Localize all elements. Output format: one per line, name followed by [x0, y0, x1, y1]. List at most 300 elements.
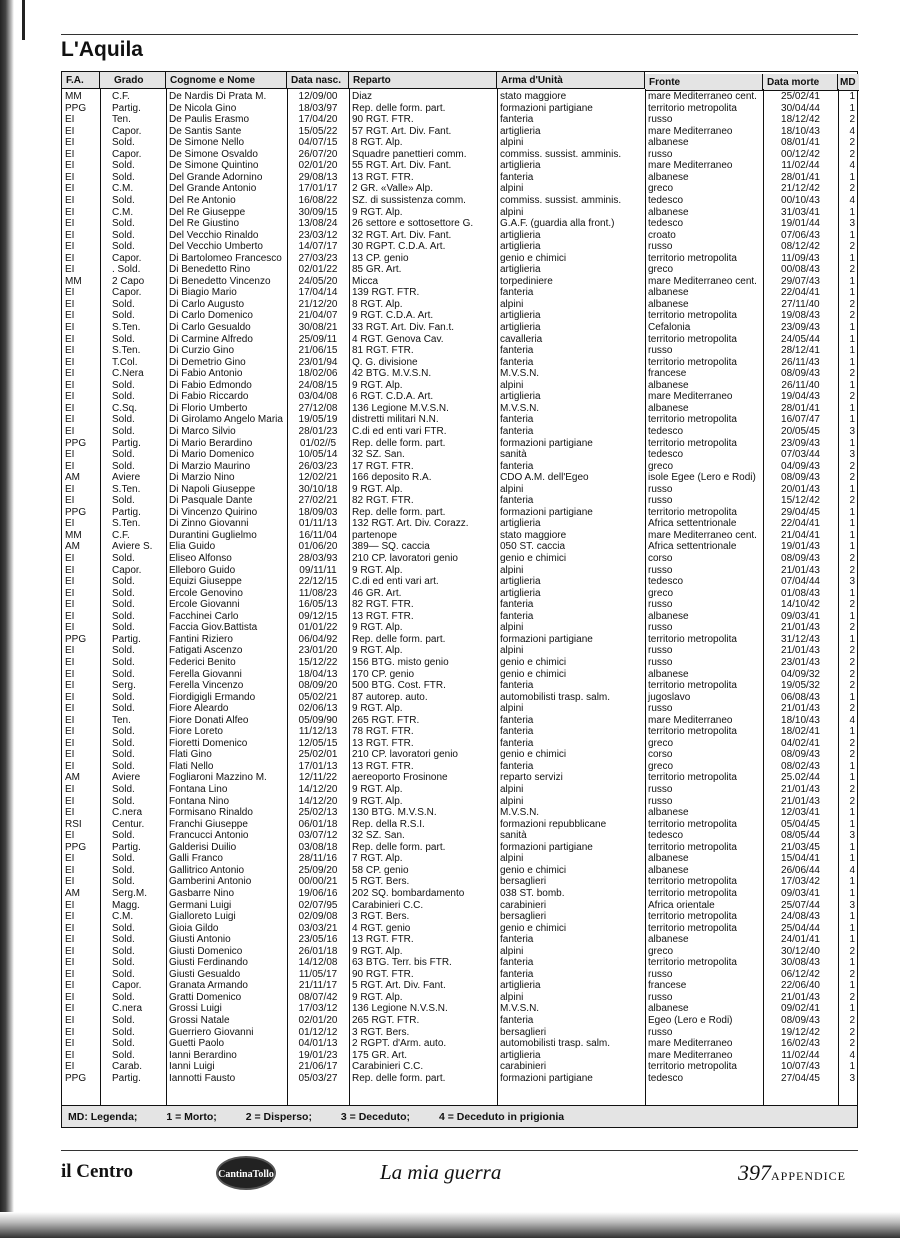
cell-data-morte: 19/01/44 — [781, 218, 820, 230]
cell-md: 2 — [849, 495, 855, 507]
cell-reparto: 130 BTG. M.V.S.N. — [352, 807, 437, 819]
table-row — [62, 495, 859, 507]
cell-reparto: 170 CP. genio — [352, 668, 415, 680]
table-row — [62, 992, 859, 1004]
cell-fa: EI — [65, 726, 75, 738]
cell-arma: fanteria — [500, 680, 534, 692]
cell-grado: Sold. — [112, 587, 135, 599]
cell-arma: fanteria — [500, 460, 534, 472]
cell-md: 1 — [849, 402, 855, 414]
cell-nome: Ercole Giovanni — [169, 599, 240, 611]
cell-arma: artiglieria — [500, 264, 541, 276]
cell-nome: Giusti Domenico — [169, 945, 243, 957]
cell-arma: fanteria — [500, 726, 534, 738]
cell-fronte: russo — [648, 114, 673, 126]
table-row — [62, 241, 859, 253]
cell-data-morte: 00/12/42 — [781, 148, 820, 160]
cell-fa: EI — [65, 402, 75, 414]
table-row — [62, 1038, 859, 1050]
cell-reparto: 265 RGT. FTR. — [352, 714, 420, 726]
cell-arma: fanteria — [500, 414, 534, 426]
cell-data-nasc: 04/01/13 — [298, 1038, 338, 1050]
cell-grado: Serg.M. — [112, 887, 148, 899]
cell-reparto: 132 RGT. Art. Div. Corazz. — [352, 518, 469, 530]
table-row — [62, 876, 859, 888]
cell-data-morte: 21/01/43 — [781, 784, 820, 795]
table-row — [62, 484, 859, 496]
cell-arma: alpini — [500, 991, 524, 1003]
table-row — [62, 114, 859, 126]
cell-arma: CDO A.M. dell'Egeo — [500, 472, 589, 484]
cell-fronte: mare Mediterraneo — [648, 125, 733, 137]
cell-fa: EI — [65, 114, 75, 126]
cell-grado: Sold. — [112, 391, 135, 403]
cell-reparto: 33 RGT. Art. Div. Fan.t. — [352, 322, 455, 333]
cell-fa: EI — [65, 703, 75, 715]
cell-md: 2 — [849, 137, 855, 149]
cell-data-morte: 16/02/43 — [781, 1038, 820, 1050]
header-data-morte: Data morte — [763, 74, 838, 91]
cell-fa: EI — [65, 298, 75, 310]
cell-grado: Sold. — [112, 945, 135, 957]
cell-fa: EI — [65, 922, 75, 934]
cell-data-morte: 15/04/41 — [781, 853, 820, 865]
cell-grado: Sold. — [112, 460, 135, 472]
cell-nome: Fiore Loreto — [169, 726, 223, 738]
cell-fronte: russo — [648, 795, 673, 807]
cell-data-nasc: 14/12/20 — [298, 795, 338, 807]
cell-grado: Sold. — [112, 218, 135, 230]
cell-reparto: 265 RGT. FTR. — [352, 1015, 420, 1026]
cell-fa: EI — [65, 414, 75, 426]
cell-fa: EI — [65, 379, 75, 391]
cell-md: 1 — [849, 102, 855, 114]
cell-md: 1 — [849, 345, 855, 357]
cell-grado: Serg. — [112, 680, 136, 692]
cell-fa: PPG — [65, 633, 87, 645]
cell-reparto: Rep. delle form. part. — [352, 633, 446, 645]
cell-reparto: 42 BTG. M.V.S.N. — [352, 368, 432, 380]
cell-fa: EI — [65, 1015, 75, 1026]
table-row — [62, 368, 859, 380]
cell-arma: artiglieria — [500, 980, 541, 992]
table-row — [62, 761, 859, 773]
cell-fronte: russo — [648, 1026, 673, 1038]
cell-nome: Giusti Ferdinando — [169, 957, 248, 969]
cell-md: 4 — [849, 864, 855, 876]
table-row — [62, 772, 859, 784]
cell-fronte: greco — [648, 760, 674, 772]
cell-nome: De Paulis Erasmo — [169, 114, 250, 126]
cell-fa: EI — [65, 691, 75, 703]
cell-md: 2 — [849, 460, 855, 472]
cell-md: 1 — [849, 760, 855, 772]
table-row — [62, 946, 859, 958]
table-row — [62, 749, 859, 761]
cell-data-nasc: 28/01/23 — [298, 425, 338, 437]
cell-data-morte: 28/01/41 — [781, 402, 820, 414]
cell-data-morte: 25.02/44 — [781, 772, 820, 784]
cell-data-morte: 22/04/41 — [781, 518, 820, 530]
cell-md: 1 — [849, 980, 855, 992]
table-row — [62, 195, 859, 207]
cell-reparto: 2 RGPT. d'Arm. auto. — [352, 1038, 447, 1050]
cell-nome: Del Grande Antonio — [169, 183, 257, 195]
cell-fa: EI — [65, 148, 75, 160]
footer-rule — [61, 1150, 858, 1151]
cell-data-nasc: 12/02/21 — [298, 472, 338, 484]
table-row — [62, 726, 859, 738]
cell-reparto: 210 CP. lavoratori genio — [352, 553, 458, 564]
cell-data-nasc: 21/04/07 — [298, 310, 338, 322]
cell-data-morte: 21/01/43 — [781, 795, 820, 807]
cell-fa: EI — [65, 1049, 75, 1061]
cell-nome: Del Grande Adornino — [169, 171, 263, 183]
table-row — [62, 541, 859, 553]
cell-data-nasc: 01/11/13 — [298, 518, 338, 530]
cell-data-nasc: 19/01/23 — [298, 1049, 338, 1061]
cell-arma: 050 ST. caccia — [500, 541, 566, 553]
cell-data-nasc: 02/06/13 — [298, 703, 338, 715]
cell-data-nasc: 30/08/21 — [298, 322, 338, 333]
cell-reparto: 210 CP. lavoratori genio — [352, 749, 458, 761]
cell-data-morte: 21/03/45 — [781, 841, 820, 853]
cell-fronte: russo — [648, 345, 673, 357]
cell-fronte: Africa settentrionale — [648, 518, 737, 530]
cell-reparto: 63 BTG. Terr. bis FTR. — [352, 957, 452, 969]
cell-reparto: 8 RGT. Alp. — [352, 137, 403, 149]
table-row — [62, 391, 859, 403]
cell-data-morte: 20/01/43 — [781, 483, 820, 495]
cell-fronte: albanese — [648, 934, 689, 946]
cell-arma: genio e chimici — [500, 864, 567, 876]
cell-data-nasc: 26/03/23 — [298, 460, 338, 472]
cell-data-nasc: 21/12/20 — [298, 298, 338, 310]
cell-data-nasc: 11/08/23 — [298, 587, 338, 599]
cell-grado: Sold. — [112, 957, 135, 969]
cell-data-morte: 18/02/41 — [781, 726, 820, 738]
table-row — [62, 472, 859, 484]
cell-arma: commiss. sussist. amminis. — [500, 148, 622, 160]
cell-arma: alpini — [500, 703, 524, 715]
cell-fronte: Egeo (Lero e Rodi) — [648, 1015, 733, 1026]
cell-fa: EI — [65, 656, 75, 668]
cell-fronte: russo — [648, 703, 673, 715]
cell-arma: alpini — [500, 564, 524, 576]
cell-arma: artiglieria — [500, 1049, 541, 1061]
cell-arma: fanteria — [500, 356, 534, 368]
cell-nome: Di Girolamo Angelo Maria — [169, 414, 283, 426]
cell-reparto: 17 RGT. FTR. — [352, 460, 414, 472]
table-row — [62, 414, 859, 426]
table-row — [62, 276, 859, 288]
cell-nome: Fiore Aleardo — [169, 703, 229, 715]
cell-data-morte: 25/07/44 — [781, 899, 820, 911]
cell-grado: Partig. — [112, 633, 141, 645]
cell-fa: EI — [65, 518, 75, 530]
cell-fronte: albanese — [648, 853, 689, 865]
cell-arma: reparto servizi — [500, 772, 563, 784]
cell-arma: alpini — [500, 379, 524, 391]
table-row — [62, 669, 859, 681]
cell-grado: Sold. — [112, 795, 135, 807]
cell-md: 2 — [849, 1026, 855, 1038]
cell-grado: Sold. — [112, 194, 135, 206]
cell-fa: EI — [65, 668, 75, 680]
cell-arma: M.V.S.N. — [500, 402, 540, 414]
cell-md: 2 — [849, 749, 855, 761]
cell-nome: Di Fabio Riccardo — [169, 391, 249, 403]
cell-md: 2 — [849, 668, 855, 680]
cell-data-morte: 08/12/42 — [781, 241, 820, 253]
cell-arma: formazioni partigiane — [500, 1072, 593, 1084]
cell-arma: carabinieri — [500, 1061, 547, 1073]
table-row — [62, 980, 859, 992]
table-row — [62, 923, 859, 935]
cell-data-morte: 29/04/45 — [781, 506, 820, 518]
cell-reparto: 8 RGT. Alp. — [352, 298, 403, 310]
cell-md: 2 — [849, 310, 855, 322]
cell-data-morte: 08/05/44 — [781, 830, 820, 842]
table-row — [62, 160, 859, 172]
cell-arma: fanteria — [500, 957, 534, 969]
cell-grado: Sold. — [112, 495, 135, 507]
cell-arma: genio e chimici — [500, 749, 567, 761]
legend-item: 4 = Deceduto in prigionia — [438, 1111, 565, 1123]
cell-arma: alpini — [500, 483, 524, 495]
cell-data-morte: 04/09/43 — [781, 460, 820, 472]
cell-arma: stato maggiore — [500, 529, 567, 541]
cell-reparto: 32 SZ. San. — [352, 830, 405, 842]
cell-grado: Aviere S. — [112, 541, 153, 553]
cell-md: 2 — [849, 368, 855, 380]
cell-reparto: 13 CP. genio — [352, 252, 409, 264]
cell-nome: Gioia Gildo — [169, 922, 219, 934]
cell-fronte: tedesco — [648, 449, 684, 461]
cell-nome: Di Pasquale Dante — [169, 495, 253, 507]
cell-data-nasc: 04/07/15 — [298, 137, 338, 149]
cell-data-morte: 24/08/43 — [781, 911, 820, 923]
cell-fa: EI — [65, 576, 75, 588]
cell-reparto: 136 Legione M.V.S.N. — [352, 402, 449, 414]
table-row — [62, 588, 859, 600]
table-row — [62, 218, 859, 230]
table-row — [62, 518, 859, 530]
cell-arma: fanteria — [500, 968, 534, 980]
cell-reparto: 13 RGT. FTR. — [352, 760, 414, 772]
cell-reparto: 6 RGT. C.D.A. Art. — [352, 391, 434, 403]
cell-grado: Aviere — [112, 772, 141, 784]
cell-grado: Sold. — [112, 645, 135, 657]
cell-md: 2 — [849, 622, 855, 634]
table-row — [62, 149, 859, 161]
table-row — [62, 1061, 859, 1073]
cell-md: 2 — [849, 391, 855, 403]
cell-fronte: russo — [648, 656, 673, 668]
cell-reparto: Carabinieri C.C. — [352, 1061, 424, 1073]
cell-md: 1 — [849, 957, 855, 969]
cell-nome: Di Zinno Giovanni — [169, 518, 249, 530]
cell-arma: alpini — [500, 137, 524, 149]
cell-data-nasc: 11/12/13 — [298, 726, 338, 738]
cell-grado: Sold. — [112, 656, 135, 668]
cell-arma: fanteria — [500, 425, 534, 437]
cell-fa: EI — [65, 264, 75, 276]
cell-data-nasc: 19/06/16 — [298, 887, 338, 899]
cell-arma: formazioni partigiane — [500, 633, 593, 645]
cell-grado: C.nera — [112, 807, 143, 819]
cell-data-nasc: 02/01/20 — [298, 1015, 338, 1026]
table-row — [62, 622, 859, 634]
cell-data-nasc: 13/08/24 — [298, 218, 338, 230]
cell-grado: Sold. — [112, 298, 135, 310]
cell-grado: Magg. — [112, 899, 140, 911]
cell-reparto: 13 RGT. FTR. — [352, 610, 414, 622]
cell-md: 1 — [849, 518, 855, 530]
cell-fronte: Africa settentrionale — [648, 541, 737, 553]
table-row — [62, 207, 859, 219]
cell-fronte: tedesco — [648, 576, 684, 588]
cell-fronte: tedesco — [648, 830, 684, 842]
cell-nome: Di Marzio Nino — [169, 472, 235, 484]
cell-fronte: territorio metropolita — [648, 911, 737, 923]
cell-data-morte: 18/10/43 — [781, 714, 820, 726]
cell-md: 1 — [849, 91, 855, 102]
cell-data-nasc: 21/06/17 — [298, 1061, 338, 1073]
cell-data-morte: 21/01/43 — [781, 564, 820, 576]
cell-fa: EI — [65, 1003, 75, 1015]
cell-md: 1 — [849, 229, 855, 241]
cell-data-nasc: 16/08/22 — [298, 194, 338, 206]
cell-reparto: 389— SQ. caccia — [352, 541, 430, 553]
sponsor-logo: CantinaTollo — [216, 1156, 276, 1190]
cell-fa: EI — [65, 553, 75, 564]
cell-grado: Sold. — [112, 922, 135, 934]
cell-md: 2 — [849, 737, 855, 749]
cell-md: 1 — [849, 934, 855, 946]
cell-md: 1 — [849, 1003, 855, 1015]
table-row — [62, 796, 859, 808]
cell-data-morte: 20/05/45 — [781, 425, 820, 437]
cell-arma: bersaglieri — [500, 876, 547, 888]
cell-md: 4 — [849, 125, 855, 137]
cell-nome: Di Fabio Antonio — [169, 368, 243, 380]
cell-grado: Partig. — [112, 437, 141, 449]
cell-fa: RSI — [65, 818, 82, 830]
cell-data-nasc: 18/04/13 — [298, 668, 338, 680]
cell-fronte: tedesco — [648, 194, 684, 206]
cell-reparto: 9 RGT. Alp. — [352, 945, 403, 957]
cell-fronte: albanese — [648, 287, 689, 299]
legend-label: MD: Legenda; — [68, 1111, 138, 1123]
cell-fa: EI — [65, 864, 75, 876]
cell-md: 2 — [849, 968, 855, 980]
cell-fa: MM — [65, 91, 82, 102]
cell-md: 1 — [849, 252, 855, 264]
cell-arma: alpini — [500, 945, 524, 957]
cell-arma: M.V.S.N. — [500, 1003, 540, 1015]
cell-md: 1 — [849, 772, 855, 784]
cell-fronte: isole Egee (Lero e Rodi) — [648, 472, 756, 484]
cell-arma: fanteria — [500, 114, 534, 126]
table-row — [62, 345, 859, 357]
cell-fronte: greco — [648, 737, 674, 749]
table-row — [62, 334, 859, 346]
cell-md: 1 — [849, 911, 855, 923]
cell-reparto: 58 CP. genio — [352, 864, 409, 876]
cell-data-nasc: 23/03/12 — [298, 229, 338, 241]
cell-grado: Partig. — [112, 841, 141, 853]
table-row — [62, 1015, 859, 1027]
cell-data-morte: 19/12/42 — [781, 1026, 820, 1038]
cell-md: 1 — [849, 287, 855, 299]
cell-reparto: 5 RGT. Art. Div. Fant. — [352, 980, 446, 992]
cell-md: 1 — [849, 275, 855, 287]
cell-fa: EI — [65, 218, 75, 230]
cell-nome: Di Carmine Alfredo — [169, 333, 253, 345]
cell-data-nasc: 02/07/95 — [298, 899, 338, 911]
cell-data-morte: 10/07/43 — [781, 1061, 820, 1073]
cell-md: 1 — [849, 726, 855, 738]
cell-fronte: tedesco — [648, 425, 684, 437]
cell-grado: S.Ten. — [112, 345, 141, 357]
cell-fronte: territorio metropolita — [648, 818, 737, 830]
cell-reparto: Squadre panettieri comm. — [352, 148, 467, 160]
cell-data-morte: 31/03/41 — [781, 206, 820, 218]
cell-grado: Partig. — [112, 1072, 141, 1084]
cell-md: 2 — [849, 553, 855, 564]
cell-data-nasc: 02/09/08 — [298, 911, 338, 923]
cell-nome: De Simone Nello — [169, 137, 245, 149]
table-row — [62, 137, 859, 149]
cell-grado: Sold. — [112, 449, 135, 461]
cell-reparto: 82 RGT. FTR. — [352, 495, 414, 507]
cell-nome: Galli Franco — [169, 853, 223, 865]
cell-fronte: territorio metropolita — [648, 887, 737, 899]
table-row — [62, 183, 859, 195]
cell-data-morte: 31/12/43 — [781, 633, 820, 645]
cell-fronte: territorio metropolita — [648, 680, 737, 692]
table-row — [62, 911, 859, 923]
cell-grado: Sold. — [112, 599, 135, 611]
cell-grado: . Sold. — [112, 264, 141, 276]
cell-grado: Sold. — [112, 160, 135, 172]
cell-data-morte: 18/10/43 — [781, 125, 820, 137]
cell-arma: artiglieria — [500, 310, 541, 322]
section-label: APPENDICE — [771, 1169, 847, 1183]
table-row — [62, 1003, 859, 1015]
cell-data-morte: 19/05/32 — [781, 680, 820, 692]
cell-reparto: Q. G. divisione — [352, 356, 418, 368]
table-row — [62, 264, 859, 276]
cell-fa: AM — [65, 541, 80, 553]
table-row — [62, 438, 859, 450]
cell-data-morte: 09/03/41 — [781, 887, 820, 899]
cell-fronte: territorio metropolita — [648, 841, 737, 853]
cell-data-morte: 11/02/44 — [781, 1049, 820, 1061]
cell-reparto: 9 RGT. Alp. — [352, 795, 403, 807]
cell-arma: genio e chimici — [500, 922, 567, 934]
cell-data-morte: 22/04/41 — [781, 287, 820, 299]
cell-grado: Sold. — [112, 864, 135, 876]
cell-nome: Elleboro Guido — [169, 564, 236, 576]
cell-data-morte: 00/10/43 — [781, 194, 820, 206]
cell-data-nasc: 23/01/20 — [298, 645, 338, 657]
cell-data-nasc: 09/12/15 — [298, 610, 338, 622]
table-row — [62, 853, 859, 865]
cell-nome: Fiordigigli Ermando — [169, 691, 256, 703]
cell-reparto: Rep. delle form. part. — [352, 841, 446, 853]
